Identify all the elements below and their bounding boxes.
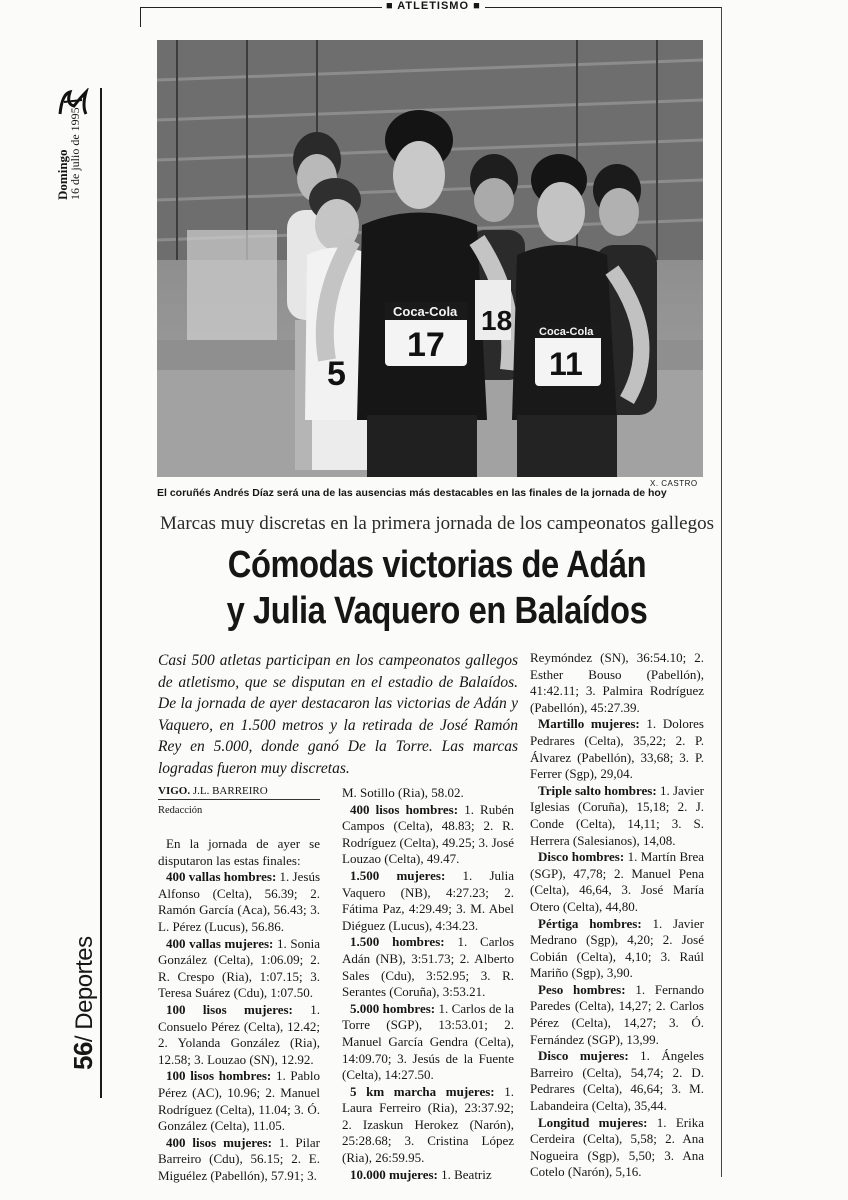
article-headline xyxy=(196,542,678,634)
results-column-2 xyxy=(342,785,514,1183)
article-lead: Casi 500 atletas participan en los campeonatos gallegos de atletismo, que se disputan en el estadio de Balaídos. De la jornada de ayer destacaron las victorias de Adán y Vaquero, en 1.500 metros y la retirada de José Ramón Rey en 5.000, donde ganó De la Torre. Las marcas logradas fueron muy discretas. xyxy=(158,652,518,777)
bib-sponsor-11: Coca-Cola xyxy=(539,326,594,338)
result-entry: 400 vallas mujeres: 1. Sonia González (Celta), 1:06.09; 2. R. Crespo (Ria), 1:07.15; 3. Teresa Suárez (Cdu), 1:07.50. xyxy=(158,935,320,1001)
result-entry: Longitud mujeres: 1. Erika Cerdeira (Celta), 5,58; 2. Ana Nogueira (Sgp), 5,50; 3. Ana Cotelo (Narón), 5,16. xyxy=(530,1114,704,1180)
results-column-3 xyxy=(530,650,704,1181)
result-entry: Peso hombres: 1. Fernando Paredes (Celta), 14,27; 2. Carlos Pérez (Celta), 14,27; 3. Ó. Fernández (SGP), 13,99. xyxy=(530,981,704,1047)
headline-line-1: Cómodas victorias de Adán xyxy=(227,544,647,586)
margin-rule xyxy=(100,88,102,1098)
result-entry: 5.000 hombres: 1. Carlos de la Torre (SGP), 13:53.01; 2. Manuel García Gendra (Celta), 14:09.70; 3. Jesús de la Fuente (Celta), 14:27.50. xyxy=(342,1000,515,1083)
result-continuation: Reymóndez (SN), 36:54.10; 2. Esther Bouso (Pabellón), 41:42.11; 3. Palmira Rodríguez (Pabellón), 45:27.39. xyxy=(530,650,704,715)
clipping-right-border xyxy=(721,7,722,1177)
result-entry: 1.500 mujeres: 1. Julia Vaquero (NB), 4:27.23; 2. Fátima Paz, 4:29.49; 3. M. Abel Diéguez (Lucus), 4:34.23. xyxy=(342,867,514,933)
result-entry: 400 vallas hombres: 1. Jesús Alfonso (Celta), 56.39; 2. Ramón García (Aca), 56.43; 3. L. Pérez (Lucus), 56.86. xyxy=(158,869,321,934)
bib-number-11: 11 xyxy=(549,346,583,382)
page-day: Domingo xyxy=(55,149,70,200)
bib-number-5: 5 xyxy=(327,355,346,393)
page-section-label xyxy=(68,936,99,1070)
result-entry: 10.000 mujeres: 1. Beatriz xyxy=(350,1166,492,1182)
bib-number-17: 17 xyxy=(407,326,445,364)
section-tag: ■ ATLETISMO ■ xyxy=(382,0,485,12)
byline-author: J.L. BARREIRO xyxy=(192,785,268,797)
result-entry: Disco hombres: 1. Martín Brea (SGP), 47,78; 2. Manuel Pena (Celta), 46,64, 3. José María Otero (Celta), 44,80. xyxy=(530,849,705,914)
article-kicker: Marcas muy discretas en la primera jornada de los campeonatos gallegos xyxy=(160,513,714,534)
byline-role: Redacción xyxy=(158,805,203,816)
page-number: 56 xyxy=(68,1042,98,1070)
runners-illustration xyxy=(157,40,703,477)
section-name: / Deportes xyxy=(71,936,98,1043)
page-date xyxy=(56,107,82,200)
bib-number-18: 18 xyxy=(481,305,513,336)
clipping-left-border xyxy=(140,7,141,27)
results-column-1 xyxy=(158,836,320,1184)
photo-credit: X. CASTRO xyxy=(650,479,698,488)
result-entry: 5 km marcha mujeres: 1. Laura Ferreiro (Ria), 23:37.92; 2. Izaskun Herokez (Narón), 25:28.68; 3. Cristina López (Ria), 26:59.95. xyxy=(342,1083,515,1166)
byline xyxy=(158,785,320,800)
bib-sponsor-17: Coca-Cola xyxy=(393,304,458,319)
byline-place: VIGO. xyxy=(158,785,191,797)
result-continuation: M. Sotillo (Ria), 58.02. xyxy=(342,785,464,800)
result-entry: Disco mujeres: 1. Ángeles Barreiro (Celta), 54,74; 2. D. Pedrares (Celta), 46,64; 3. M. Labandeira (Celta), 35,44. xyxy=(530,1048,704,1114)
result-entry: Martillo mujeres: 1. Dolores Pedrares (Celta), 35,22; 2. P. Álvarez (Pabellón), 33,68; 3. P. Ferrer (Sgp), 29,04. xyxy=(530,716,704,782)
article-intro: En la jornada de ayer se disputaron las estas finales: xyxy=(158,836,320,868)
result-entry: Pértiga hombres: 1. Javier Medrano (Sgp), 4,20; 2. José Cobián (Celta), 4,10; 3. Raúl Mariño (Sgp), 3,90. xyxy=(530,915,704,981)
result-entry: 400 lisos mujeres: 1. Pilar Barreiro (Cdu), 56.15; 2. E. Miguélez (Pabellón), 57.91; 3. xyxy=(158,1134,320,1183)
photo-caption: El coruñés Andrés Díaz será una de las ausencias más destacables en las finales de la jornada de hoy xyxy=(157,487,667,499)
result-entry: 1.500 hombres: 1. Carlos Adán (NB), 3:51.73; 2. Alberto Sales (Cdu), 3:52.95; 3. R. Serantes (Coruña), 3:53.21. xyxy=(342,934,514,1000)
page-date-text: 16 de julio de 1995 xyxy=(68,107,82,200)
result-entry: 100 lisos hombres: 1. Pablo Pérez (AC), 10.96; 2. Manuel Rodríguez (Celta), 11.04; 3. Ó. González (Celta), 11.05. xyxy=(158,1068,320,1134)
result-entry: 100 lisos mujeres: 1. Consuelo Pérez (Celta), 12.42; 2. Yolanda González (Ria), 12.58; 3. Louzao (SN), 12.92. xyxy=(158,1001,321,1067)
result-entry: 400 lisos hombres: 1. Rubén Campos (Celta), 48.83; 2. R. Rodríguez (Celta), 49.25; 3. José Louzao (Celta), 49.47. xyxy=(342,801,514,867)
result-entry: Triple salto hombres: 1. Javier Iglesias (Coruña), 15,18; 2. J. Conde (Celta), 14,11; 3. S. Herrera (Salesianos), 14,08. xyxy=(530,782,705,848)
headline-line-2: y Julia Vaquero en Balaídos xyxy=(226,590,648,632)
race-photo xyxy=(157,40,703,477)
